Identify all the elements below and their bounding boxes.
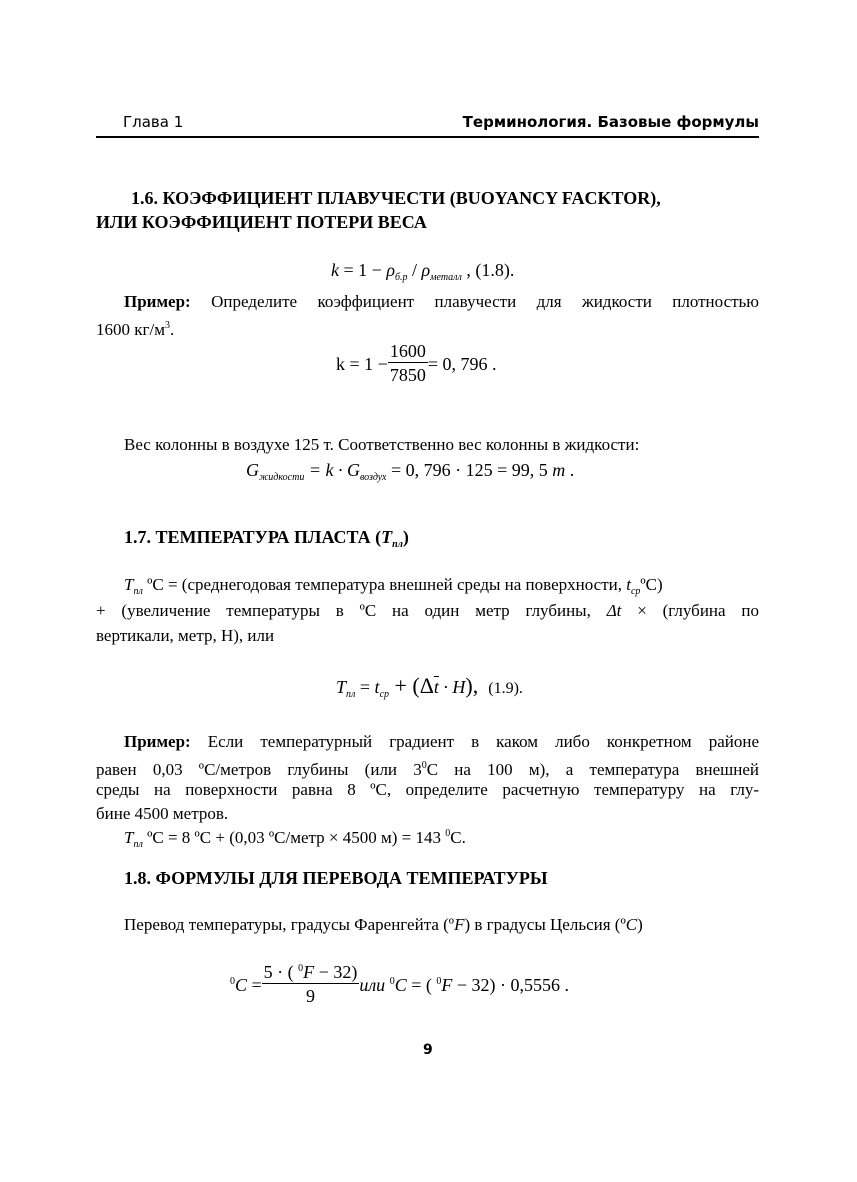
example-1-7-line3: среды на поверхности равна 8 ºС, определите расчетную температуру на глу- bbox=[96, 780, 759, 799]
conversion-formula: $^0$C = $\frac{5 \cdot ( ^0F - 32)}{9}$ или $^0$C = ( $^0$F − 32) · 0,5556 . bbox=[230, 958, 569, 1008]
running-header bbox=[123, 113, 759, 137]
example-label: Пример: bbox=[124, 292, 191, 311]
example-1-7-line1: Пример: Если температурный градиент в каком либо конкретном районе bbox=[124, 732, 759, 751]
section-1-7-para-line1: $T_{пл}$ ºС = (среднегодовая температура внешней среды на поверхности, $t_{ср}ºС$) bbox=[124, 575, 663, 597]
weight-line: Вес колонны в воздухе 125 т. Соответственно вес колонны в жидкости: bbox=[124, 435, 640, 454]
example-1-7-line2: равен 0,03 ºС/метров глубины (или $3^0С$ на 100 м), а температура внешней bbox=[96, 760, 759, 779]
fraction: $\frac{1600}{7850}$ bbox=[389, 341, 426, 385]
example-1-6-line2: 1600 $кг/м^3$. bbox=[96, 320, 175, 339]
section-title: Терминология. Базовые формулы bbox=[462, 113, 759, 131]
conversion-line: Перевод температуры, градусы Фаренгейта (ºF) в градусы Цельсия (ºC) bbox=[124, 915, 643, 934]
formula-1-8: $k = 1 - \rho_{б.р} / \rho_{металл}$ , (1.8). bbox=[331, 260, 515, 283]
section-1-6-title-line1: 1.6. КОЭФФИЦИЕНТ ПЛАВУЧЕСТИ (BUOYANCY FACKTOR), bbox=[131, 188, 661, 208]
chapter-label: Глава 1 bbox=[123, 113, 184, 131]
section-1-7-para-line2: + (увеличение температуры в ºС на один метр глубины, Δt × (глубина по bbox=[96, 601, 759, 620]
example-1-7-result: $T_{пл}$ ºС = 8 ºС + (0,03 ºС/метр × 4500 м) = 143 $^0$С. bbox=[124, 828, 466, 850]
page-number: 9 bbox=[423, 1042, 433, 1058]
example-1-6-line1: Пример: Определите коэффициент плавучести для жидкости плотностью bbox=[124, 292, 759, 311]
section-1-7-para-line3: вертикали, метр, Н), или bbox=[96, 626, 275, 645]
section-1-7-title: 1.7. ТЕМПЕРАТУРА ПЛАСТА $(T_{пл})$ bbox=[124, 527, 409, 550]
formula-1-9: $T_{пл} = t_{ср} + (\Delta\overline{t} \cdot H)$, (1.9). bbox=[336, 673, 523, 700]
example-label: Пример: bbox=[124, 732, 191, 751]
fraction: $\frac{5 \cdot ( ^0F - 32)}{9}$ bbox=[262, 958, 360, 1008]
section-1-8-title: 1.8. ФОРМУЛЫ ДЛЯ ПЕРЕВОДА ТЕМПЕРАТУРЫ bbox=[124, 868, 548, 888]
weight-formula: $G_{жидкости} = k \cdot G_{воздух} = 0$, 796 · 125 = 99, 5 m . bbox=[246, 460, 575, 483]
buoyancy-calculation: k = 1 − $\frac{1600}{7850}$ = 0, 796 . bbox=[336, 341, 497, 385]
section-1-6-title-line2: ИЛИ КОЭФФИЦИЕНТ ПОТЕРИ ВЕСА bbox=[96, 212, 427, 232]
header-rule bbox=[96, 136, 759, 138]
example-1-7-line4: бине 4500 метров. bbox=[96, 804, 229, 823]
